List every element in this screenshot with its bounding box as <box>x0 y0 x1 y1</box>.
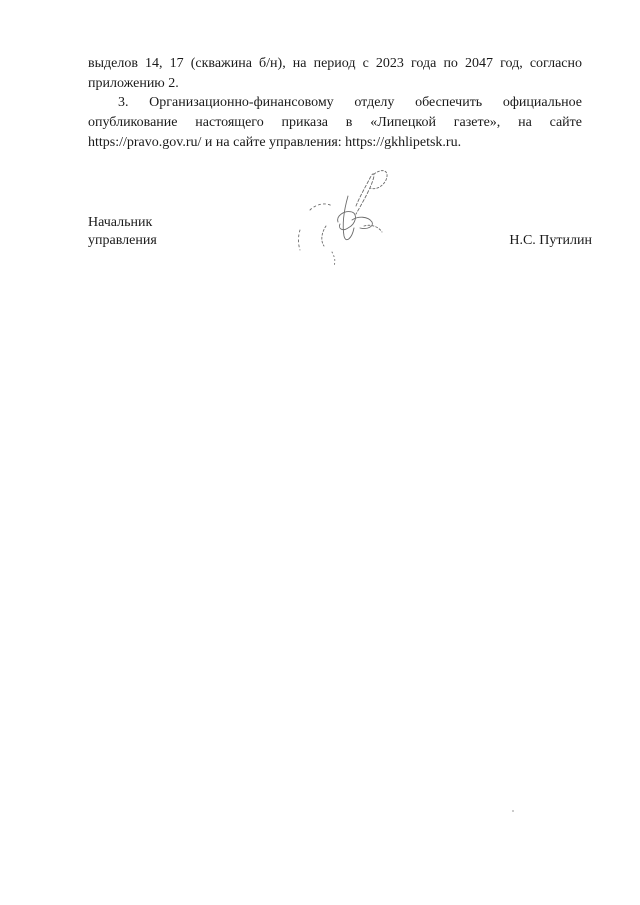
position-line-1: Начальник <box>88 215 153 230</box>
paragraph-continuation: выделов 14, 17 (скважина б/н), на период с 2023 года по 2047 год, согласно приложению 2. <box>88 56 582 91</box>
scan-speck <box>512 810 514 812</box>
signatory-name: Н.С. Путилин <box>509 233 592 248</box>
signatory-position <box>88 214 157 250</box>
handwritten-signature <box>286 166 406 276</box>
position-line-2: управления <box>88 233 157 248</box>
paragraph-item-3: 3. Организационно-финансовому отделу обеспечить официальное опубликование настоящего приказа в «Липецкой газете», на сайте https://pravo.gov.ru/ и на сайте управления: https://gkhlipetsk.ru. <box>88 95 582 150</box>
